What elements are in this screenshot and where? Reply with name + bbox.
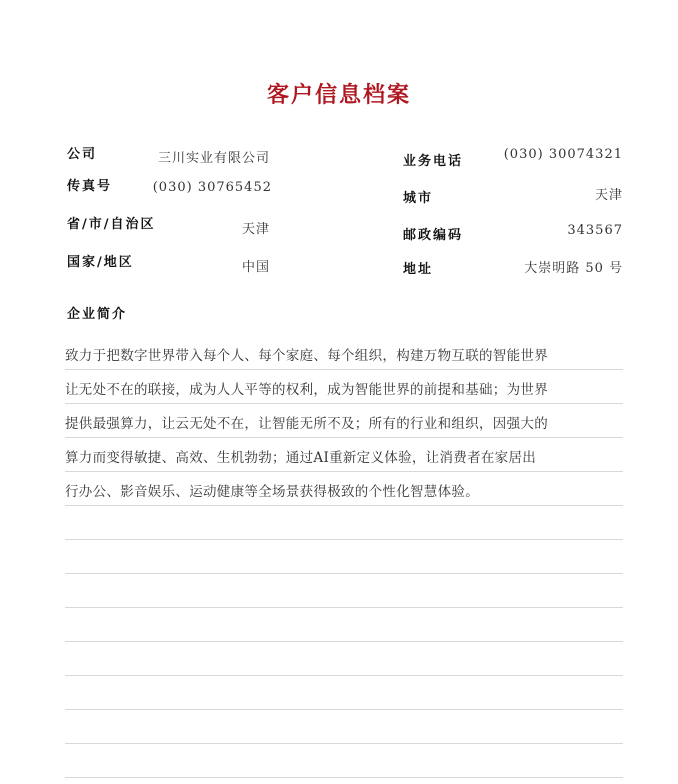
intro-lines [65, 336, 623, 778]
intro-line: 行办公、影音娱乐、运动健康等全场景获得极致的个性化智慧体验。 [65, 472, 623, 506]
address-value: 大崇明路 50 号 [524, 261, 623, 276]
intro-line: 致力于把数字世界带入每个人、每个家庭、每个组织，构建万物互联的智能世界 [65, 336, 623, 370]
intro-line [65, 710, 623, 744]
intro-line [65, 540, 623, 574]
fax-value: (030) 30765452 [152, 180, 272, 195]
fax-label: 传真号 [67, 179, 113, 194]
phone-value: (030) 30074321 [503, 147, 623, 162]
company-label: 公司 [67, 147, 98, 162]
province-value: 天津 [241, 222, 270, 237]
intro-line [65, 574, 623, 608]
city-label: 城市 [403, 191, 434, 206]
country-label: 国家/地区 [67, 255, 134, 270]
intro-line [65, 676, 623, 710]
company-value: 三川实业有限公司 [157, 151, 270, 166]
province-label: 省/市/自治区 [67, 217, 156, 232]
intro-line: 算力而变得敏捷、高效、生机勃勃；通过AI重新定义体验，让消费者在家居出 [65, 438, 623, 472]
postal-label: 邮政编码 [403, 228, 464, 243]
page-title: 客户信息档案 [266, 82, 411, 108]
city-value: 天津 [594, 188, 623, 203]
address-label: 地址 [403, 262, 434, 277]
intro-heading: 企业简介 [67, 307, 128, 322]
phone-label: 业务电话 [403, 154, 464, 169]
intro-line: 让无处不在的联接，成为人人平等的权利，成为智能世界的前提和基础；为世界 [65, 370, 623, 404]
postal-value: 343567 [567, 223, 623, 238]
intro-line [65, 642, 623, 676]
intro-line [65, 744, 623, 778]
intro-line [65, 608, 623, 642]
country-value: 中国 [241, 260, 270, 275]
intro-line: 提供最强算力，让云无处不在，让智能无所不及；所有的行业和组织，因强大的 [65, 404, 623, 438]
intro-line [65, 506, 623, 540]
